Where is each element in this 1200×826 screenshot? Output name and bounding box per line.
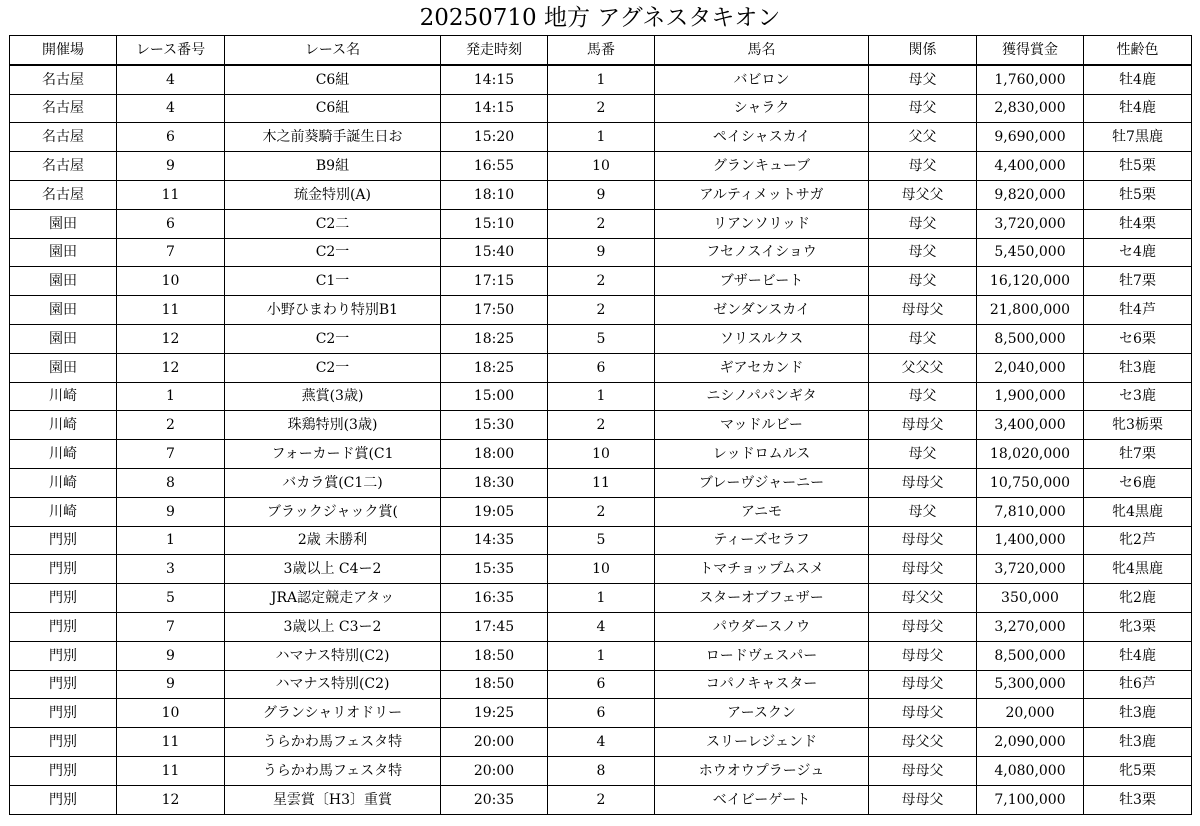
prize-money-cell: 2,040,000 — [977, 353, 1084, 382]
prize-money-cell: 9,690,000 — [977, 123, 1084, 152]
venue-cell: 川崎 — [10, 468, 117, 497]
race-name-cell: 3歳以上 C4ー2 — [225, 555, 441, 584]
horse-name-cell: リアンソリッド — [655, 209, 869, 238]
race-number-cell: 7 — [117, 612, 225, 641]
race-name-cell: うらかわ馬フェスタ特 — [225, 728, 441, 757]
relation-cell: 母父父 — [869, 728, 977, 757]
race-name-cell: 星雲賞〔H3〕重賞 — [225, 785, 441, 814]
horse-number-cell: 1 — [548, 382, 655, 411]
race-number-cell: 3 — [117, 555, 225, 584]
venue-cell: 川崎 — [10, 440, 117, 469]
relation-cell: 母父 — [869, 65, 977, 94]
results-table — [9, 35, 1192, 815]
relation-cell: 母母父 — [869, 699, 977, 728]
start-time-cell: 17:15 — [441, 267, 548, 296]
horse-number-cell: 1 — [548, 584, 655, 613]
relation-cell: 母母父 — [869, 756, 977, 785]
start-time-cell: 19:05 — [441, 497, 548, 526]
race-number-cell: 7 — [117, 440, 225, 469]
race-name-cell: 琉金特別(A) — [225, 180, 441, 209]
horse-number-cell: 1 — [548, 123, 655, 152]
race-number-cell: 2 — [117, 411, 225, 440]
horse-name-cell: ペイシャスカイ — [655, 123, 869, 152]
venue-cell: 門別 — [10, 555, 117, 584]
sex-age-color-cell: セ6鹿 — [1084, 468, 1192, 497]
race-number-cell: 1 — [117, 526, 225, 555]
relation-cell: 母父 — [869, 497, 977, 526]
relation-cell: 母父 — [869, 152, 977, 181]
venue-cell: 門別 — [10, 699, 117, 728]
horse-name-cell: ティーズセラフ — [655, 526, 869, 555]
venue-cell: 門別 — [10, 785, 117, 814]
race-number-cell: 11 — [117, 296, 225, 325]
sex-age-color-cell: 牡3鹿 — [1084, 728, 1192, 757]
horse-name-cell: マッドルビー — [655, 411, 869, 440]
horse-name-cell: グランキューブ — [655, 152, 869, 181]
race-name-cell: ハマナス特別(C2) — [225, 670, 441, 699]
relation-cell: 父父 — [869, 123, 977, 152]
venue-cell: 川崎 — [10, 497, 117, 526]
race-number-cell: 11 — [117, 728, 225, 757]
start-time-cell: 15:10 — [441, 209, 548, 238]
relation-cell: 母父 — [869, 238, 977, 267]
race-name-cell: 2歳 未勝利 — [225, 526, 441, 555]
relation-cell: 母母父 — [869, 468, 977, 497]
venue-cell: 門別 — [10, 728, 117, 757]
horse-name-cell: レッドロムルス — [655, 440, 869, 469]
horse-number-cell: 2 — [548, 209, 655, 238]
table-row — [10, 324, 1192, 353]
horse-name-cell: ニシノパパンギタ — [655, 382, 869, 411]
start-time-cell: 18:10 — [441, 180, 548, 209]
table-row — [10, 353, 1192, 382]
horse-number-cell: 10 — [548, 555, 655, 584]
start-time-cell: 15:40 — [441, 238, 548, 267]
race-number-cell: 10 — [117, 699, 225, 728]
table-row — [10, 756, 1192, 785]
venue-cell: 門別 — [10, 584, 117, 613]
horse-number-cell: 6 — [548, 699, 655, 728]
table-row — [10, 152, 1192, 181]
horse-name-cell: アルティメットサガ — [655, 180, 869, 209]
horse-name-cell: パウダースノウ — [655, 612, 869, 641]
horse-name-cell: ベイビーゲート — [655, 785, 869, 814]
relation-cell: 母父父 — [869, 180, 977, 209]
sex-age-color-cell: 牝2鹿 — [1084, 584, 1192, 613]
horse-name-cell: ソリスルクス — [655, 324, 869, 353]
horse-number-cell: 2 — [548, 785, 655, 814]
relation-cell: 母母父 — [869, 296, 977, 325]
horse-number-cell: 2 — [548, 497, 655, 526]
prize-money-cell: 1,760,000 — [977, 65, 1084, 94]
prize-money-cell: 10,750,000 — [977, 468, 1084, 497]
sex-age-color-cell: 牡3鹿 — [1084, 353, 1192, 382]
horse-name-cell: スリーレジェンド — [655, 728, 869, 757]
start-time-cell: 18:25 — [441, 353, 548, 382]
table-row — [10, 65, 1192, 94]
start-time-cell: 20:00 — [441, 756, 548, 785]
relation-cell: 母父 — [869, 267, 977, 296]
relation-cell: 母母父 — [869, 641, 977, 670]
horse-number-cell: 5 — [548, 526, 655, 555]
table-row — [10, 267, 1192, 296]
table-row — [10, 238, 1192, 267]
sex-age-color-cell: 牡4栗 — [1084, 209, 1192, 238]
relation-cell: 母父父 — [869, 584, 977, 613]
prize-money-cell: 2,830,000 — [977, 94, 1084, 123]
race-name-cell: うらかわ馬フェスタ特 — [225, 756, 441, 785]
column-header-race-name: レース名 — [225, 36, 441, 65]
race-name-cell: 珠鶏特別(3歳) — [225, 411, 441, 440]
column-header-horse-name: 馬名 — [655, 36, 869, 65]
prize-money-cell: 21,800,000 — [977, 296, 1084, 325]
prize-money-cell: 2,090,000 — [977, 728, 1084, 757]
horse-number-cell: 10 — [548, 440, 655, 469]
race-name-cell: 3歳以上 C3ー2 — [225, 612, 441, 641]
relation-cell: 母母父 — [869, 555, 977, 584]
race-number-cell: 6 — [117, 209, 225, 238]
sex-age-color-cell: 牡7栗 — [1084, 440, 1192, 469]
sex-age-color-cell: 牡4鹿 — [1084, 94, 1192, 123]
race-number-cell: 12 — [117, 324, 225, 353]
horse-number-cell: 4 — [548, 612, 655, 641]
table-row — [10, 440, 1192, 469]
venue-cell: 園田 — [10, 296, 117, 325]
relation-cell: 母父 — [869, 440, 977, 469]
sex-age-color-cell: 牡4鹿 — [1084, 65, 1192, 94]
horse-name-cell: アースクン — [655, 699, 869, 728]
start-time-cell: 15:35 — [441, 555, 548, 584]
prize-money-cell: 4,400,000 — [977, 152, 1084, 181]
table-row — [10, 94, 1192, 123]
horse-number-cell: 2 — [548, 411, 655, 440]
venue-cell: 門別 — [10, 756, 117, 785]
start-time-cell: 16:55 — [441, 152, 548, 181]
horse-name-cell: シャラク — [655, 94, 869, 123]
relation-cell: 母母父 — [869, 411, 977, 440]
race-number-cell: 9 — [117, 152, 225, 181]
race-name-cell: C2一 — [225, 238, 441, 267]
venue-cell: 名古屋 — [10, 94, 117, 123]
column-header-horse-number: 馬番 — [548, 36, 655, 65]
start-time-cell: 18:00 — [441, 440, 548, 469]
horse-name-cell: ホウオウプラージュ — [655, 756, 869, 785]
race-number-cell: 7 — [117, 238, 225, 267]
sex-age-color-cell: セ3鹿 — [1084, 382, 1192, 411]
venue-cell: 名古屋 — [10, 180, 117, 209]
venue-cell: 園田 — [10, 267, 117, 296]
start-time-cell: 15:30 — [441, 411, 548, 440]
sex-age-color-cell: 牡5栗 — [1084, 180, 1192, 209]
horse-number-cell: 2 — [548, 267, 655, 296]
race-number-cell: 9 — [117, 670, 225, 699]
table-row — [10, 411, 1192, 440]
column-header-sex-age-color: 性齢色 — [1084, 36, 1192, 65]
sex-age-color-cell: セ6栗 — [1084, 324, 1192, 353]
prize-money-cell: 4,080,000 — [977, 756, 1084, 785]
race-name-cell: C2二 — [225, 209, 441, 238]
relation-cell: 母父 — [869, 209, 977, 238]
race-name-cell: C2一 — [225, 324, 441, 353]
start-time-cell: 19:25 — [441, 699, 548, 728]
column-header-prize-money: 獲得賞金 — [977, 36, 1084, 65]
table-header-row — [10, 36, 1192, 65]
column-header-race-number: レース番号 — [117, 36, 225, 65]
venue-cell: 園田 — [10, 238, 117, 267]
table-row — [10, 670, 1192, 699]
prize-money-cell: 1,900,000 — [977, 382, 1084, 411]
prize-money-cell: 3,720,000 — [977, 555, 1084, 584]
venue-cell: 名古屋 — [10, 65, 117, 94]
start-time-cell: 18:30 — [441, 468, 548, 497]
race-number-cell: 10 — [117, 267, 225, 296]
table-row — [10, 180, 1192, 209]
venue-cell: 川崎 — [10, 382, 117, 411]
sex-age-color-cell: 牡3栗 — [1084, 785, 1192, 814]
prize-money-cell: 18,020,000 — [977, 440, 1084, 469]
horse-number-cell: 11 — [548, 468, 655, 497]
relation-cell: 母父 — [869, 382, 977, 411]
column-header-venue: 開催場 — [10, 36, 117, 65]
start-time-cell: 18:50 — [441, 641, 548, 670]
venue-cell: 川崎 — [10, 411, 117, 440]
sex-age-color-cell: 牝2芦 — [1084, 526, 1192, 555]
prize-money-cell: 16,120,000 — [977, 267, 1084, 296]
horse-number-cell: 9 — [548, 180, 655, 209]
start-time-cell: 15:20 — [441, 123, 548, 152]
relation-cell: 母母父 — [869, 670, 977, 699]
race-name-cell: バカラ賞(C1二) — [225, 468, 441, 497]
race-number-cell: 5 — [117, 584, 225, 613]
prize-money-cell: 1,400,000 — [977, 526, 1084, 555]
horse-number-cell: 10 — [548, 152, 655, 181]
horse-name-cell: スターオブフェザー — [655, 584, 869, 613]
race-name-cell: グランシャリオドリー — [225, 699, 441, 728]
sex-age-color-cell: 牝4黒鹿 — [1084, 497, 1192, 526]
venue-cell: 園田 — [10, 353, 117, 382]
horse-number-cell: 2 — [548, 296, 655, 325]
start-time-cell: 17:45 — [441, 612, 548, 641]
column-header-relation: 関係 — [869, 36, 977, 65]
column-header-start-time: 発走時刻 — [441, 36, 548, 65]
table-row — [10, 612, 1192, 641]
relation-cell: 母母父 — [869, 526, 977, 555]
horse-name-cell: コパノキャスター — [655, 670, 869, 699]
horse-name-cell: ギアセカンド — [655, 353, 869, 382]
table-row — [10, 555, 1192, 584]
prize-money-cell: 7,810,000 — [977, 497, 1084, 526]
race-name-cell: C6組 — [225, 94, 441, 123]
table-row — [10, 468, 1192, 497]
race-name-cell: JRA認定競走アタッ — [225, 584, 441, 613]
race-number-cell: 9 — [117, 641, 225, 670]
prize-money-cell: 3,720,000 — [977, 209, 1084, 238]
relation-cell: 母父 — [869, 94, 977, 123]
sex-age-color-cell: 牝4黒鹿 — [1084, 555, 1192, 584]
table-row — [10, 584, 1192, 613]
horse-name-cell: ブレーヴジャーニー — [655, 468, 869, 497]
start-time-cell: 14:15 — [441, 65, 548, 94]
horse-number-cell: 2 — [548, 94, 655, 123]
horse-number-cell: 6 — [548, 670, 655, 699]
race-name-cell: 小野ひまわり特別B1 — [225, 296, 441, 325]
relation-cell: 母母父 — [869, 612, 977, 641]
prize-money-cell: 8,500,000 — [977, 324, 1084, 353]
sex-age-color-cell: 牡4芦 — [1084, 296, 1192, 325]
horse-number-cell: 5 — [548, 324, 655, 353]
prize-money-cell: 5,300,000 — [977, 670, 1084, 699]
sex-age-color-cell: 牡5栗 — [1084, 152, 1192, 181]
sex-age-color-cell: 牡7黒鹿 — [1084, 123, 1192, 152]
race-number-cell: 8 — [117, 468, 225, 497]
start-time-cell: 18:50 — [441, 670, 548, 699]
race-name-cell: C2一 — [225, 353, 441, 382]
horse-name-cell: フセノスイショウ — [655, 238, 869, 267]
venue-cell: 園田 — [10, 209, 117, 238]
venue-cell: 門別 — [10, 612, 117, 641]
table-row — [10, 728, 1192, 757]
sex-age-color-cell: 牡6芦 — [1084, 670, 1192, 699]
table-body — [10, 65, 1192, 814]
prize-money-cell: 5,450,000 — [977, 238, 1084, 267]
race-number-cell: 12 — [117, 785, 225, 814]
table-row — [10, 641, 1192, 670]
page-title: 20250710 地方 アグネスタキオン — [419, 5, 781, 31]
relation-cell: 母父 — [869, 324, 977, 353]
relation-cell: 母母父 — [869, 785, 977, 814]
venue-cell: 名古屋 — [10, 123, 117, 152]
race-number-cell: 4 — [117, 65, 225, 94]
table-row — [10, 497, 1192, 526]
race-name-cell: C1一 — [225, 267, 441, 296]
race-name-cell: 木之前葵騎手誕生日お — [225, 123, 441, 152]
race-number-cell: 11 — [117, 756, 225, 785]
horse-number-cell: 1 — [548, 641, 655, 670]
sex-age-color-cell: 牝5栗 — [1084, 756, 1192, 785]
horse-number-cell: 4 — [548, 728, 655, 757]
prize-money-cell: 3,270,000 — [977, 612, 1084, 641]
sex-age-color-cell: 牝3栃栗 — [1084, 411, 1192, 440]
race-number-cell: 4 — [117, 94, 225, 123]
race-name-cell: 燕賞(3歳) — [225, 382, 441, 411]
table-row — [10, 382, 1192, 411]
race-name-cell: フォーカード賞(C1 — [225, 440, 441, 469]
start-time-cell: 17:50 — [441, 296, 548, 325]
sex-age-color-cell: 牡7栗 — [1084, 267, 1192, 296]
start-time-cell: 20:00 — [441, 728, 548, 757]
race-number-cell: 12 — [117, 353, 225, 382]
prize-money-cell: 9,820,000 — [977, 180, 1084, 209]
start-time-cell: 14:15 — [441, 94, 548, 123]
start-time-cell: 18:25 — [441, 324, 548, 353]
table-row — [10, 209, 1192, 238]
prize-money-cell: 350,000 — [977, 584, 1084, 613]
sex-age-color-cell: 牡4鹿 — [1084, 641, 1192, 670]
start-time-cell: 20:35 — [441, 785, 548, 814]
horse-number-cell: 1 — [548, 65, 655, 94]
prize-money-cell: 7,100,000 — [977, 785, 1084, 814]
prize-money-cell: 8,500,000 — [977, 641, 1084, 670]
horse-name-cell: バビロン — [655, 65, 869, 94]
horse-name-cell: ゼンダンスカイ — [655, 296, 869, 325]
relation-cell: 父父父 — [869, 353, 977, 382]
horse-number-cell: 9 — [548, 238, 655, 267]
venue-cell: 門別 — [10, 641, 117, 670]
start-time-cell: 14:35 — [441, 526, 548, 555]
table-row — [10, 123, 1192, 152]
table-row — [10, 526, 1192, 555]
race-name-cell: B9組 — [225, 152, 441, 181]
sex-age-color-cell: 牝3栗 — [1084, 612, 1192, 641]
race-number-cell: 6 — [117, 123, 225, 152]
race-number-cell: 1 — [117, 382, 225, 411]
sex-age-color-cell: セ4鹿 — [1084, 238, 1192, 267]
horse-name-cell: アニモ — [655, 497, 869, 526]
prize-money-cell: 3,400,000 — [977, 411, 1084, 440]
horse-name-cell: トマチョップムスメ — [655, 555, 869, 584]
venue-cell: 門別 — [10, 670, 117, 699]
race-name-cell: ハマナス特別(C2) — [225, 641, 441, 670]
table-row — [10, 699, 1192, 728]
horse-number-cell: 6 — [548, 353, 655, 382]
horse-name-cell: ブザービート — [655, 267, 869, 296]
venue-cell: 名古屋 — [10, 152, 117, 181]
start-time-cell: 15:00 — [441, 382, 548, 411]
race-number-cell: 11 — [117, 180, 225, 209]
start-time-cell: 16:35 — [441, 584, 548, 613]
race-number-cell: 9 — [117, 497, 225, 526]
horse-name-cell: ロードヴェスパー — [655, 641, 869, 670]
prize-money-cell: 20,000 — [977, 699, 1084, 728]
venue-cell: 園田 — [10, 324, 117, 353]
table-row — [10, 296, 1192, 325]
race-name-cell: ブラックジャック賞( — [225, 497, 441, 526]
horse-number-cell: 8 — [548, 756, 655, 785]
table-row — [10, 785, 1192, 814]
race-name-cell: C6組 — [225, 65, 441, 94]
sex-age-color-cell: 牡3鹿 — [1084, 699, 1192, 728]
venue-cell: 門別 — [10, 526, 117, 555]
